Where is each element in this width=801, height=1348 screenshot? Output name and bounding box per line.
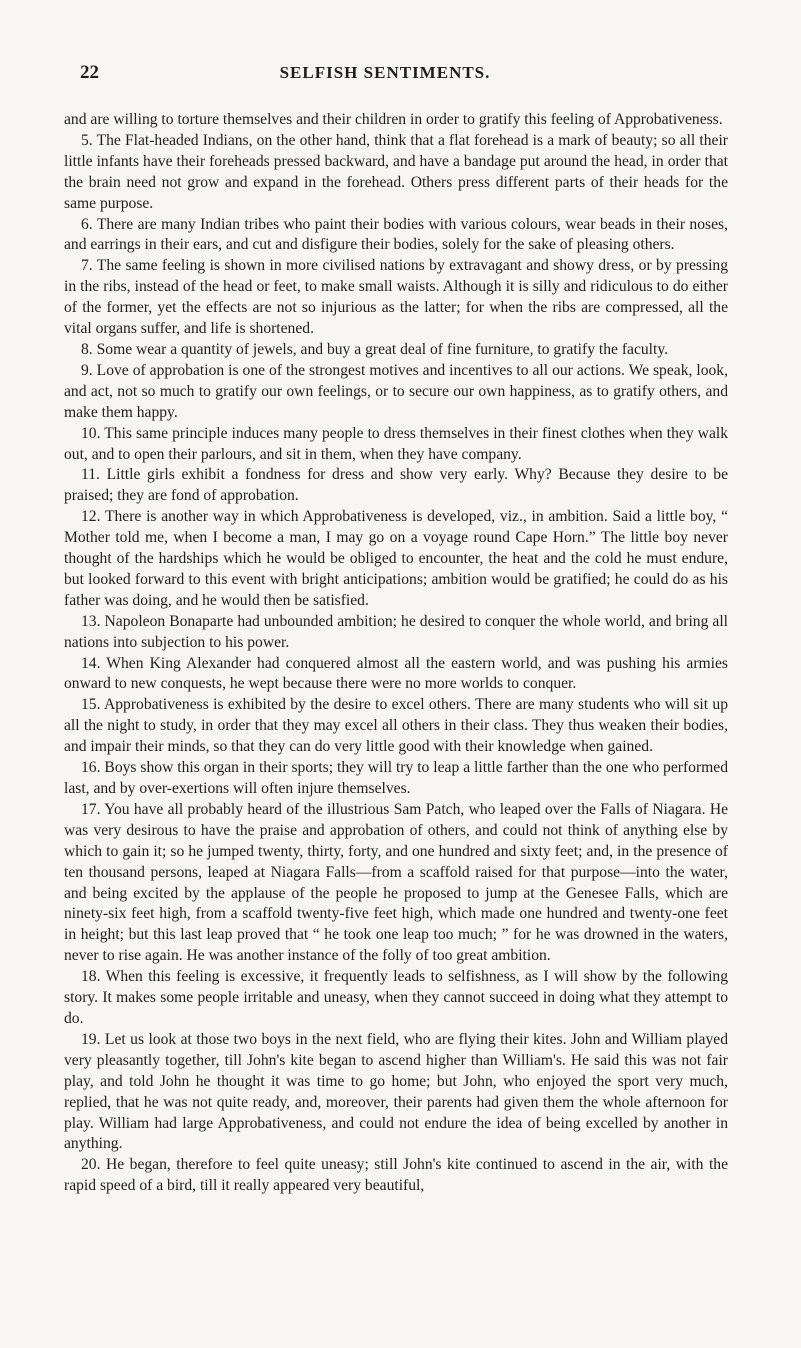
paragraph-15: 15. Approbativeness is exhibited by the desire to excel others. There are many students who will sit up all the night to study, in order that they may excel all others in their class. They thus weaken their bodies, and impair their minds, so that they can do very little good with their knowledge when gained. [64,696,728,756]
paragraph-11: 11. Little girls exhibit a fondness for dress and show very early. Why? Because they desire to be praised; they are fond of approbation. [64,466,728,505]
paragraph-continuation: and are willing to torture themselves and their children in order to gratify this feeling of Approbativeness. [64,111,723,128]
body-text [64,110,728,1197]
paragraph-18: 18. When this feeling is excessive, it frequently leads to selfishness, as I will show by the following story. It makes some people irritable and uneasy, when they cannot succeed in doing what they attempt to do. [64,968,728,1027]
paragraph-13: 13. Napoleon Bonaparte had unbounded ambition; he desired to conquer the whole world, and bring all nations into subjection to his power. [64,612,728,651]
running-head: SELFISH SENTIMENTS. [279,63,491,82]
paragraph-8: 8. Some wear a quantity of jewels, and buy a great deal of fine furniture, to gratify the faculty. [81,340,669,358]
paragraph-16: 16. Boys show this organ in their sports; they will try to leap a little farther than the one who performed last, and by over-exertions will often injure themselves. [64,759,728,797]
paragraph-12: 12. There is another way in which Approbativeness is developed, viz., in ambition. Said a little boy, “ Mother told me, when I become a man, I may go on a voyage round Cape Horn.” The little boy never thought of the hardships which he would be obliged to encounter, the heat and the cold he must endure, but looked forward to this event with bright anticipations; ambition would be gratified; he could do as his father was doing, and he would then be satisfied. [64,508,728,609]
paragraph-19: 19. Let us look at those two boys in the next field, who are flying their kites. John and William played very pleasantly together, till John's kite began to ascend higher than William's. He said this was not fair play, and told John he thought it was time to go home; but John, who enjoyed the sport very much, replied, that he was not quite ready, and, moreover, their parents had given them the whole afternoon for play. William had large Approbativeness, and could not endure the idea of being excelled by another in anything. [64,1030,728,1153]
page-header [80,62,690,92]
paragraph-10: 10. This same principle induces many people to dress themselves in their finest clothes when they walk out, and to open their parlours, and sit in them, when they have company. [64,424,728,463]
paragraph-7: 7. The same feeling is shown in more civilised nations by extravagant and showy dress, or by pressing in the ribs, instead of the head or feet, to make small waists. Although it is silly and ridiculous to do either of the former, yet the effects are not so injurious as the latter; for when the ribs are compressed, all the vital organs suffer, and life is shortened. [64,257,728,338]
paragraph-20: 20. He began, therefore to feel quite uneasy; still John's kite continued to ascend in the air, with the rapid speed of a bird, till it really appeared very beautiful, [64,1156,728,1195]
paragraph-6: 6. There are many Indian tribes who paint their bodies with various colours, wear beads in their noses, and earrings in their ears, and cut and disfigure their bodies, solely for the sake of pleasing others. [64,215,728,254]
paragraph-14: 14. When King Alexander had conquered almost all the eastern world, and was pushing his armies onward to new conquests, he wept because there were no more worlds to conquer. [64,654,728,693]
paragraph-5: 5. The Flat-headed Indians, on the other hand, think that a flat forehead is a mark of beauty; so all their little infants have their foreheads pressed backward, and have a bandage put around the head, in order that the brain need not grow and expand in the forehead. Others press different parts of their heads for the same purpose. [64,131,728,212]
paragraph-9: 9. Love of approbation is one of the strongest motives and incentives to all our actions. We speak, look, and act, not so much to gratify our own feelings, or to secure our own happiness, as to gratify others, and make them happy. [64,361,728,421]
page-number: 22 [80,62,99,83]
paragraph-17: 17. You have all probably heard of the illustrious Sam Patch, who leaped over the Falls of Niagara. He was very desirous to have the praise and approbation of others, and could not think of anything else by which to gain it; so he jumped twenty, thirty, forty, and one hundred and sixty feet; and, in the presence of ten thousand persons, leaped at Niagara Falls—from a scaffold raised for that purpose—into the water, and being excited by the applause of the people he proposed to jump at the Genesee Falls, which are ninety-six feet high, from a scaffold twenty-five feet high, which made one hundred and twenty-one feet in height; but this last leap proved that “ he took one leap too much; ” for he was drowned in the waters, never to rise again. He was another instance of the folly of too great ambition. [64,800,728,965]
